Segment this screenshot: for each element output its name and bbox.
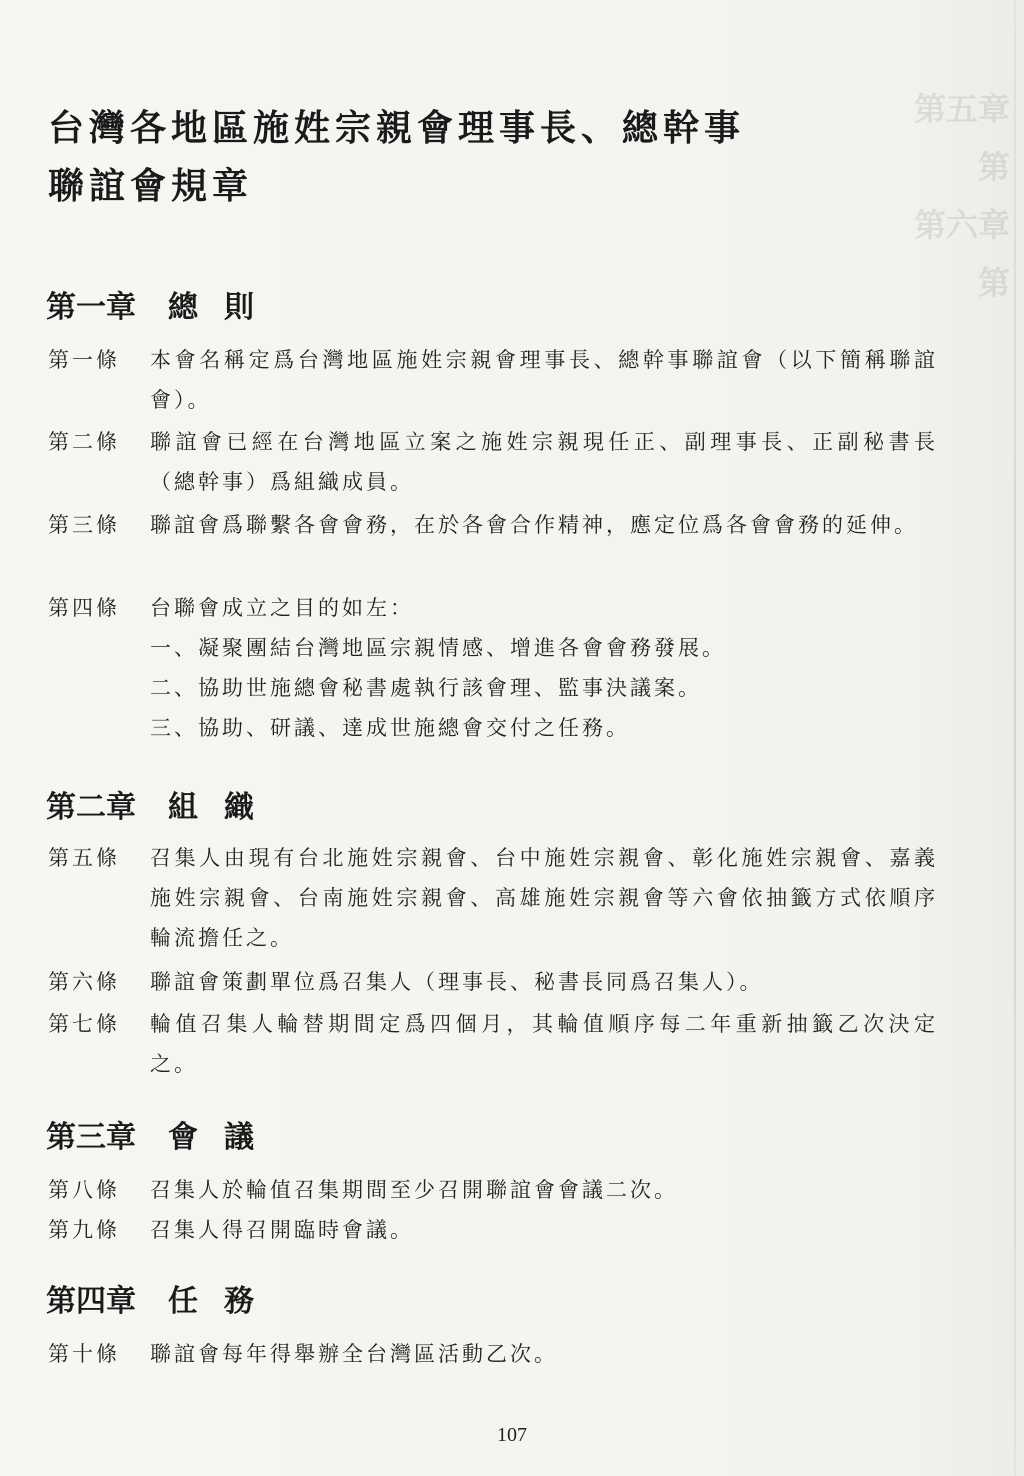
article-text: 輪值召集人輪替期間定爲四個月，其輪值順序每二年重新抽籤乙次決定之。	[150, 1012, 938, 1076]
page-number: 107	[497, 1424, 527, 1446]
article-text: 聯誼會每年得舉辦全台灣區活動乙次。	[150, 1342, 558, 1366]
chapter-number: 第二章	[46, 790, 136, 825]
chapter-4-heading	[46, 1276, 280, 1320]
bleed-text: 第	[977, 148, 1010, 186]
facing-page-bleed	[900, 80, 1024, 340]
chapter-number: 第三章	[46, 1120, 136, 1155]
article-number: 第十條	[48, 1342, 120, 1366]
article-number: 第九條	[48, 1218, 120, 1242]
article-intro: 台聯會成立之目的如左：	[150, 596, 414, 620]
chapter-name: 組織	[168, 790, 280, 825]
article-4	[48, 588, 938, 748]
article-number: 第四條	[48, 596, 120, 620]
article-text: 召集人於輪值召集期間至少召開聯誼會會議二次。	[150, 1178, 678, 1202]
article-text: 聯誼會策劃單位爲召集人（理事長、秘書長同爲召集人）。	[150, 970, 764, 994]
chapter-2-heading	[46, 782, 280, 826]
article-1	[48, 340, 938, 420]
article-item: 三、協助、研議、達成世施總會交付之任務。	[150, 716, 630, 740]
article-2	[48, 422, 938, 502]
article-7	[48, 1004, 938, 1084]
article-text: 聯誼會已經在台灣地區立案之施姓宗親現任正、副理事長、正副秘書長（總幹事）爲組織成員。	[150, 430, 938, 494]
article-3	[48, 505, 938, 545]
chapter-3-heading	[46, 1112, 280, 1156]
article-5	[48, 838, 938, 958]
article-text: 聯誼會爲聯繫各會會務，在於各會合作精神，應定位爲各會會務的延伸。	[150, 513, 918, 537]
article-6	[48, 962, 938, 1002]
article-number: 第七條	[48, 1012, 120, 1036]
chapter-name: 總則	[168, 290, 280, 325]
title-line-1: 台灣各地區施姓宗親會理事長、總幹事	[48, 108, 746, 149]
article-8	[48, 1170, 938, 1210]
chapter-number: 第四章	[46, 1284, 136, 1319]
title-line-2: 聯誼會規章	[48, 166, 254, 207]
bleed-text: 第六章	[913, 206, 1010, 244]
article-number: 第一條	[48, 348, 120, 372]
chapter-1-heading	[46, 282, 280, 326]
article-number: 第八條	[48, 1178, 120, 1202]
article-text: 召集人由現有台北施姓宗親會、台中施姓宗親會、彰化施姓宗親會、嘉義施姓宗親會、台南施姓宗親會、高雄施姓宗親會等六會依抽籤方式依順序輪流擔任之。	[150, 846, 938, 950]
article-10	[48, 1334, 938, 1374]
article-text: 本會名稱定爲台灣地區施姓宗親會理事長、總幹事聯誼會（以下簡稱聯誼會）。	[150, 348, 938, 412]
article-item: 二、協助世施總會秘書處執行該會理、監事決議案。	[150, 676, 702, 700]
document-title	[48, 100, 848, 216]
page-edge-shadow	[1014, 0, 1016, 1476]
article-number: 第三條	[48, 513, 120, 537]
chapter-number: 第一章	[46, 290, 136, 325]
article-number: 第六條	[48, 970, 120, 994]
article-text: 召集人得召開臨時會議。	[150, 1218, 414, 1242]
bleed-text: 第	[977, 264, 1010, 302]
article-item: 一、凝聚團結台灣地區宗親情感、增進各會會務發展。	[150, 636, 726, 660]
chapter-name: 會議	[168, 1120, 280, 1155]
article-9	[48, 1210, 938, 1250]
article-number: 第五條	[48, 846, 120, 870]
bleed-text: 第五章	[913, 90, 1010, 128]
article-text	[150, 588, 938, 748]
article-number: 第二條	[48, 430, 120, 454]
chapter-name: 任務	[168, 1284, 280, 1319]
